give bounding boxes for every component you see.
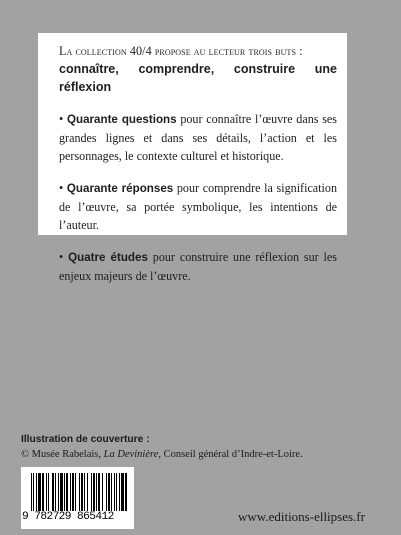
bullet-dot: • <box>59 112 67 126</box>
credit-work: La Devinière <box>103 449 159 460</box>
paragraph-questions <box>59 110 337 165</box>
barcode-bar <box>52 473 54 511</box>
barcode-bar <box>55 473 56 511</box>
goal-sep-2: , <box>210 62 234 76</box>
studies-heading: Quatre études <box>68 251 148 264</box>
goal-sep-1: , <box>115 62 139 76</box>
bullet-dot: • <box>59 181 67 195</box>
barcode-bar <box>102 473 103 511</box>
barcode-bar <box>42 473 44 511</box>
credit-suffix: , Conseil général d’Indre-et-Loire. <box>158 449 303 460</box>
isbn-barcode <box>21 467 134 529</box>
barcode-bar <box>114 473 115 511</box>
barcode-bar <box>64 473 65 511</box>
goal-reflect: construire une réflexion <box>59 62 337 94</box>
summary-box <box>38 33 347 283</box>
barcode-bar <box>81 473 83 511</box>
barcode-digits: 9 782729 865412 <box>22 511 114 523</box>
barcode-bar <box>87 473 88 511</box>
paragraph-studies <box>59 248 337 285</box>
credit-line <box>21 447 303 462</box>
barcode-bar <box>111 473 112 511</box>
paragraph-answers <box>59 179 337 234</box>
barcode-bar <box>33 473 34 511</box>
barcode-bar <box>38 473 41 511</box>
barcode-bar <box>79 473 80 511</box>
barcode-bar <box>60 473 63 511</box>
barcode-bar <box>91 473 92 511</box>
goal-understand: comprendre <box>138 62 211 76</box>
barcode-bar <box>72 473 74 511</box>
barcode-bar <box>119 473 120 511</box>
barcode-bar <box>58 473 59 511</box>
credit-prefix: © Musée Rabelais, <box>21 449 104 460</box>
answers-text: pour comprendre la signification de l’œuvre, sa portée symbolique, les intentions de l’auteur. <box>59 181 337 232</box>
questions-heading: Quarante questions <box>66 113 177 126</box>
barcode-bars <box>31 473 127 511</box>
barcode-bar <box>75 473 76 511</box>
barcode-bar <box>98 473 100 511</box>
credit-title: Illustration de couverture : <box>21 434 150 445</box>
barcode-bar <box>31 473 32 511</box>
barcode-bar <box>121 473 124 511</box>
barcode-bar <box>96 473 97 511</box>
questions-text: pour connaître l’œuvre dans ses grandes lignes et dans ses détails, l’action et les personnages, le contexte culturel et historique. <box>59 112 337 163</box>
barcode-bar <box>46 473 47 511</box>
barcode-bar <box>93 473 95 511</box>
publisher-website: www.editions-ellipses.fr <box>238 509 365 524</box>
barcode-bar <box>84 473 85 511</box>
collection-intro <box>59 42 337 96</box>
studies-text: pour construire une réflexion sur les enjeux majeurs de l’œuvre. <box>59 250 337 283</box>
answers-heading: Quarante réponses <box>66 182 174 195</box>
barcode-bar <box>125 473 127 511</box>
barcode-bar <box>48 473 49 511</box>
barcode-bar <box>36 473 37 511</box>
barcode-bar <box>70 473 71 511</box>
bullet-dot: • <box>59 250 69 264</box>
barcode-bar <box>66 473 68 511</box>
barcode-bar <box>106 473 107 511</box>
barcode-bar <box>116 473 117 511</box>
cover-credit <box>21 432 303 462</box>
intro-text: La collection 40/4 propose au lecteur trois buts : <box>59 44 303 58</box>
barcode-bar <box>108 473 110 511</box>
goal-know: connaître <box>59 62 116 76</box>
